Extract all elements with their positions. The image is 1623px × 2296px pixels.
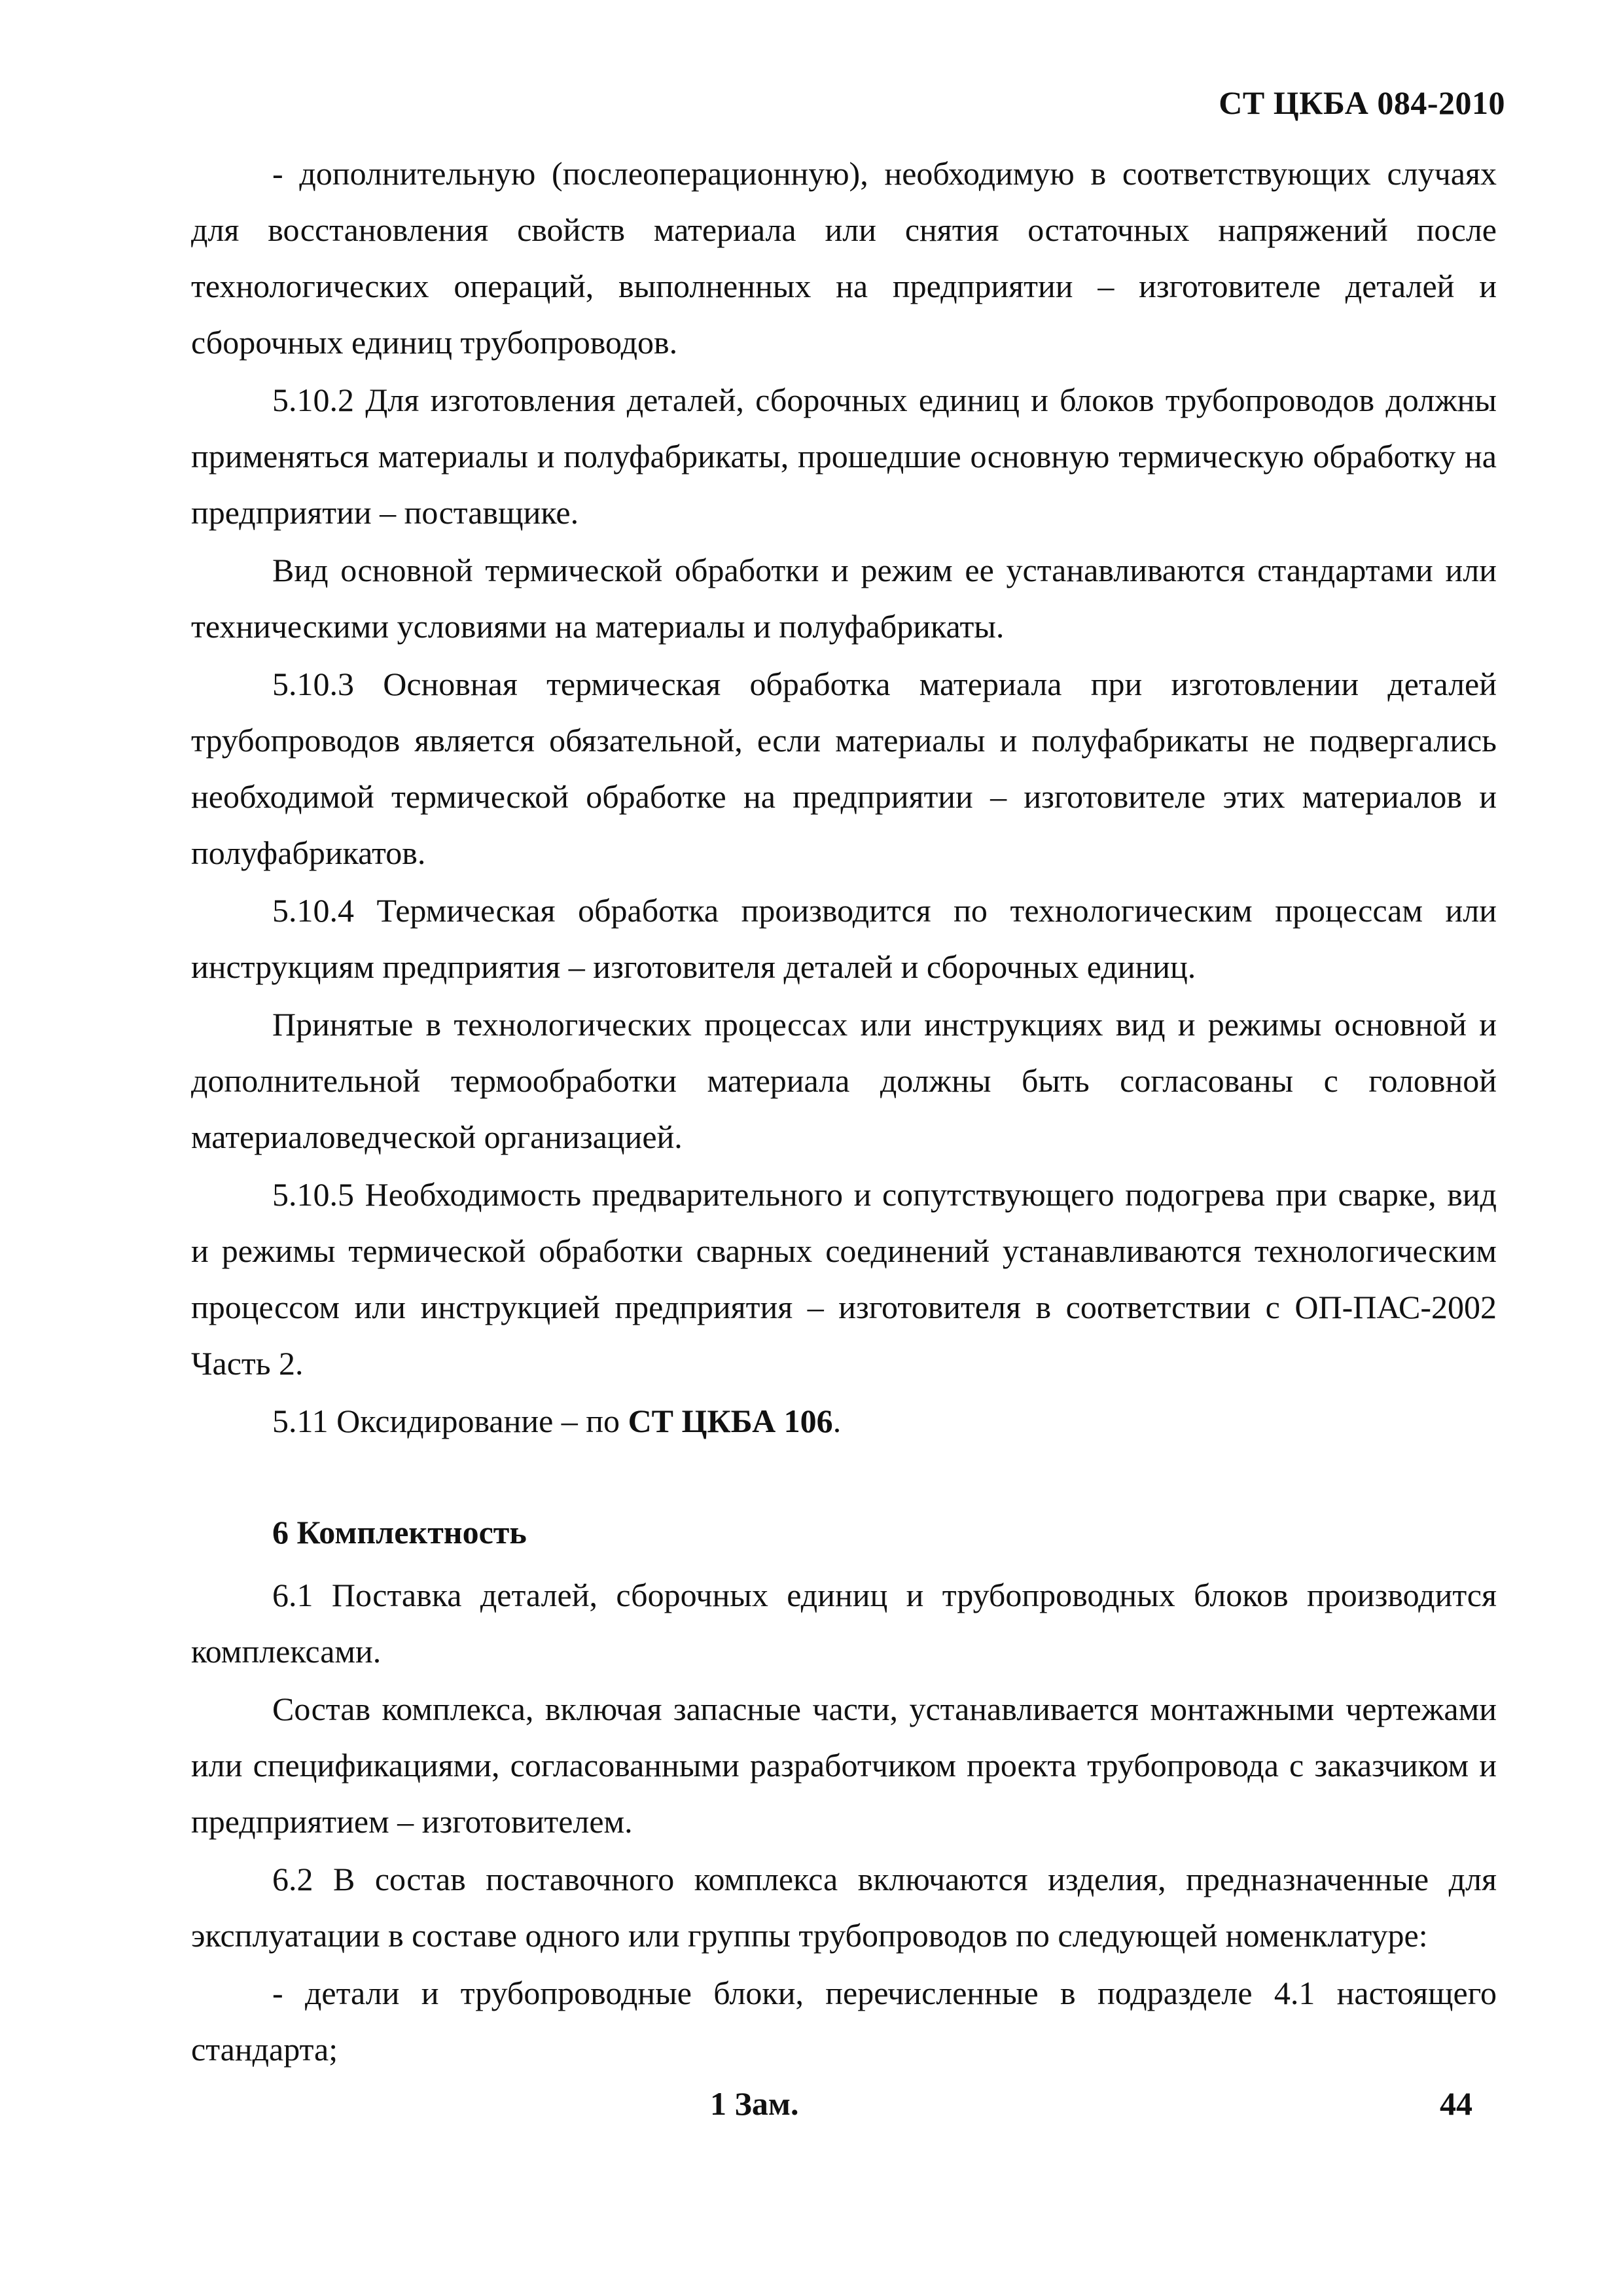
paragraph-5-10-5: 5.10.5 Необходимость предварительного и сопутствующего подогрева при сварке, вид и режимы термической обработки сварных соединений устанавливаются технологическим процессом или инструкцией предприятия – изготовителя в соответствии с ОП-ПАС-2002 Часть 2. bbox=[191, 1176, 1497, 1382]
oxidation-text: 5.11 Оксидирование – по bbox=[272, 1403, 628, 1439]
paragraph-6-1: 6.1 Поставка деталей, сборочных единиц и трубопроводных блоков производится комплексами. bbox=[191, 1577, 1497, 1670]
page-number: 44 bbox=[1440, 2085, 1472, 2122]
paragraph-5-10-2: 5.10.2 Для изготовления деталей, сборочных единиц и блоков трубопроводов должны применяться материалы и полуфабрикаты, прошедшие основную термическую обработку на предприятии – поставщике. bbox=[191, 382, 1497, 531]
paragraph-accepted-modes: Принятые в технологических процессах или инструкциях вид и режимы основной и дополнительной термообработки материала должны быть согласованы с головной материаловедческой организацией. bbox=[191, 1006, 1497, 1155]
page-body bbox=[191, 145, 1497, 2077]
paragraph-5-10-3: 5.10.3 Основная термическая обработка материала при изготовлении деталей трубопроводов является обязательной, если материалы и полуфабрикаты не подвергались необходимой термической обработке на предприятии – изготовителе этих материалов и полуфабрикатов. bbox=[191, 666, 1497, 871]
change-note: 1 Зам. bbox=[710, 2085, 799, 2122]
section-heading-completeness: 6 Комплектность bbox=[272, 1514, 527, 1551]
page-footer bbox=[0, 2085, 1623, 2137]
document-code: СТ ЦКБА 084-2010 bbox=[1219, 84, 1505, 121]
standard-reference: СТ ЦКБА 106 bbox=[628, 1403, 833, 1439]
paragraph-6-2: 6.2 В состав поставочного комплекса включаются изделия, предназначенные для эксплуатации в составе одного или группы трубопроводов по следующей номенклатуре: bbox=[191, 1861, 1497, 1954]
oxidation-suffix: . bbox=[832, 1403, 842, 1439]
paragraph-additional-heat-treatment: - дополнительную (послеоперационную), необходимую в соответствующих случаях для восстановления свойств материала или снятия остаточных напряжений после технологических операций, выполненных на предприятии – изготовителе деталей и сборочных единиц трубопроводов. bbox=[191, 155, 1497, 361]
paragraph-5-10-4: 5.10.4 Термическая обработка производится по технологическим процессам или инструкциям предприятия – изготовителя деталей и сборочных единиц. bbox=[191, 892, 1497, 985]
paragraph-heat-treatment-type: Вид основной термической обработки и режим ее устанавливаются стандартами или техническими условиями на материалы и полуфабрикаты. bbox=[191, 552, 1497, 645]
list-item-parts-and-blocks: - детали и трубопроводные блоки, перечисленные в подразделе 4.1 настоящего стандарта; bbox=[191, 1975, 1497, 2068]
paragraph-complex-composition: Состав комплекса, включая запасные части, устанавливается монтажными чертежами или спецификациями, согласованными разработчиком проекта трубопровода с заказчиком и предприятием – изготовителем. bbox=[191, 1691, 1497, 1840]
paragraph-5-11-oxidation bbox=[191, 1393, 1497, 1449]
